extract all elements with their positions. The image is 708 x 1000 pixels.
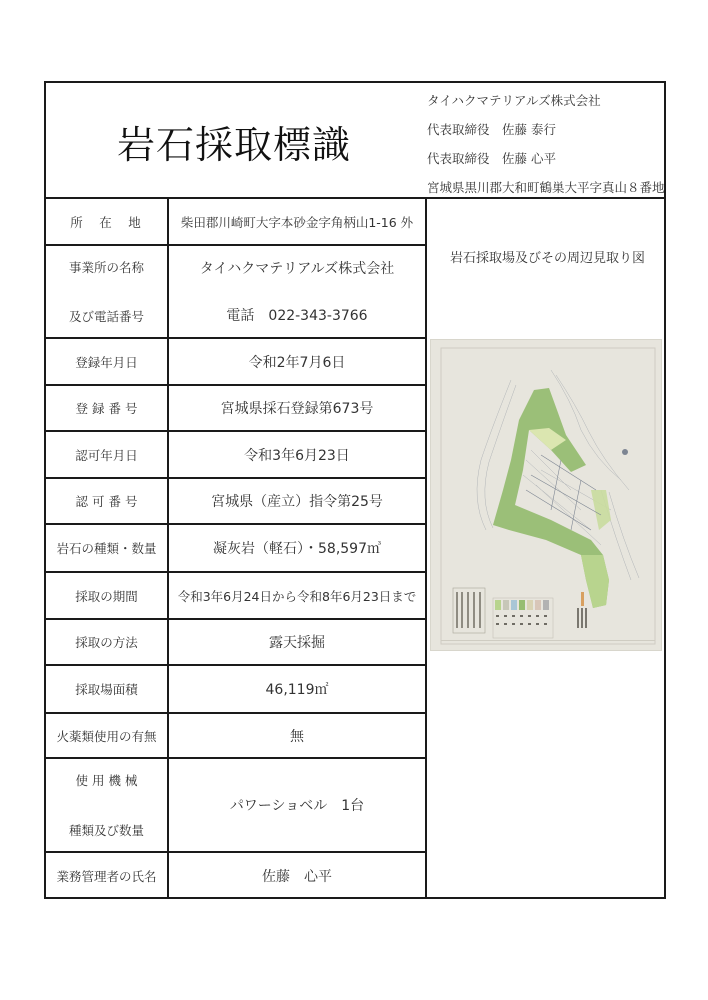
company-address: 宮城県黒川郡大和町鶴巣大平字真山８番地 bbox=[427, 180, 665, 195]
value-manager-name: 佐藤 心平 bbox=[262, 869, 332, 885]
value-registration-date: 令和2年7月6日 bbox=[248, 354, 346, 371]
sign-title: 岩石採取標識 bbox=[116, 122, 351, 167]
representative-2: 代表取締役 佐藤 心平 bbox=[427, 151, 556, 166]
label-registration-date: 登録年月日 bbox=[75, 354, 138, 370]
label-registration-number: 登 録 番 号 bbox=[75, 401, 138, 416]
value-approval-date: 令和3年6月23日 bbox=[244, 447, 350, 464]
label-extraction-method: 採取の方法 bbox=[75, 635, 138, 650]
value-business-name: タイハクマテリアルズ株式会社 bbox=[199, 261, 395, 277]
value-extraction-period: 令和3年6月24日から令和8年6月23日まで bbox=[177, 588, 417, 604]
site-map-drawing bbox=[431, 340, 662, 651]
representative-1: 代表取締役 佐藤 泰行 bbox=[427, 122, 556, 137]
rock-quarry-sign bbox=[44, 81, 666, 899]
value-extraction-method: 露天採掘 bbox=[269, 635, 325, 651]
label-manager-name: 業務管理者の氏名 bbox=[56, 869, 157, 884]
value-rock-type-quantity: 凝灰岩（軽石）・58,597㎥ bbox=[213, 541, 381, 557]
label-type-quantity: 種類及び数量 bbox=[68, 823, 144, 838]
label-explosives-use: 火薬類使用の有無 bbox=[56, 728, 157, 744]
label-extraction-area: 採取場面積 bbox=[75, 682, 138, 697]
label-business-name-phone bbox=[46, 246, 167, 337]
label-location: 所 在 地 bbox=[70, 214, 143, 230]
value-approval-number: 宮城県（産立）指令第25号 bbox=[211, 494, 383, 510]
value-business-name-phone bbox=[169, 246, 425, 337]
value-phone: 電話 022-343-3766 bbox=[226, 308, 368, 324]
value-extraction-area: 46,119㎡ bbox=[265, 682, 329, 698]
value-registration-number: 宮城県採石登録第673号 bbox=[220, 401, 374, 417]
map-column-divider bbox=[425, 197, 427, 899]
label-rock-type-quantity: 岩石の種類・数量 bbox=[56, 541, 157, 556]
value-location: 柴田郡川崎町大字本砂金字角柄山1-16 外 bbox=[180, 214, 414, 230]
value-machinery: パワーショベル 1台 bbox=[229, 798, 365, 814]
label-approval-number: 認 可 番 号 bbox=[75, 494, 138, 509]
value-explosives-use: 無 bbox=[290, 728, 304, 745]
site-map-image bbox=[430, 339, 662, 651]
label-machinery-used: 使 用 機 械 bbox=[75, 773, 138, 788]
label-business-name: 事業所の名称 bbox=[68, 260, 144, 275]
label-extraction-period: 採取の期間 bbox=[75, 588, 138, 604]
map-caption: 岩石採取場及びその周辺見取り図 bbox=[449, 251, 645, 266]
label-machinery bbox=[46, 759, 167, 851]
label-phone: 及び電話番号 bbox=[68, 309, 144, 324]
label-approval-date: 認可年月日 bbox=[75, 447, 138, 463]
company-name: タイハクマテリアルズ株式会社 bbox=[427, 93, 601, 108]
